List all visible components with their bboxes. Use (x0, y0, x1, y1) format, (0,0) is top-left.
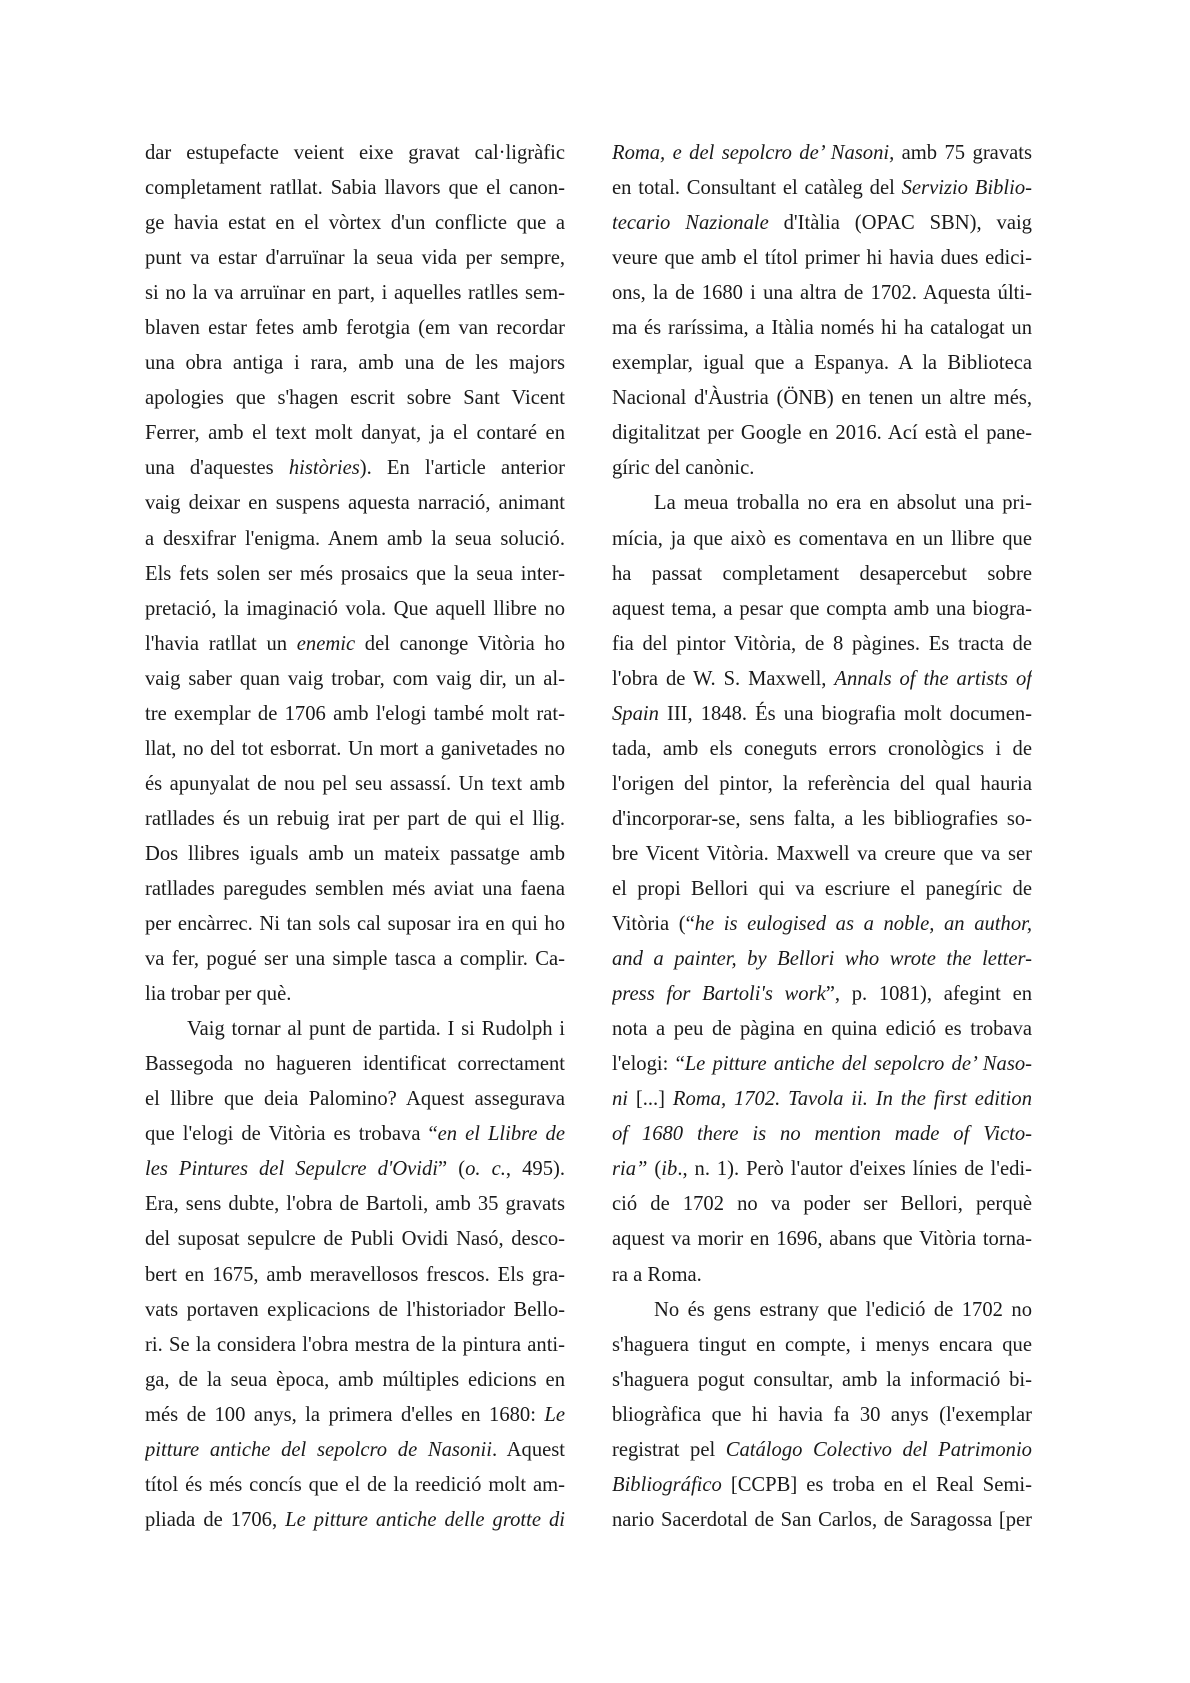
text-run: per encàrrec. Ni tan sols cal suposar ira en qui ho (145, 913, 565, 936)
italic-text: ib (661, 1158, 678, 1181)
text-line (612, 136, 1032, 171)
text-run: una d'aquestes (145, 457, 289, 480)
text-line (145, 1503, 565, 1538)
text-run: registrat pel (612, 1438, 726, 1461)
text-line (145, 276, 565, 311)
text-run: l'havia ratllat un (145, 632, 297, 655)
text-line (145, 1433, 565, 1468)
text-line (145, 1187, 565, 1222)
text-line (145, 486, 565, 521)
italic-text: Roma, 1702. Tavola ii. In the first edition (672, 1088, 1032, 1111)
text-line (145, 1398, 565, 1433)
text-run: bert en 1675, amb meravellosos frescos. Els gra- (145, 1263, 565, 1286)
text-run: vaig saber quan vaig trobar, com vaig dir, un al- (145, 667, 565, 690)
text-line (145, 627, 565, 662)
text-line (612, 767, 1032, 802)
text-run: digitalitzat per Google en 2016. Ací està el pane- (612, 422, 1032, 445)
text-run: ). En l'article anterior (359, 457, 565, 480)
italic-text: Le pitture antiche delle grotte di (285, 1508, 565, 1531)
text-run: ( (647, 1158, 662, 1181)
text-run: més de 100 anys, la primera d'elles en 1680: (145, 1403, 545, 1426)
text-run: si no la va arruïnar en part, i aquelles ratlles sem- (145, 282, 565, 305)
text-line (145, 592, 565, 627)
text-run: Vaig tornar al punt de partida. I si Rudolph i (187, 1018, 565, 1041)
text-line (612, 837, 1032, 872)
italic-text: les Pintures del Sepulcre d'Ovidi (145, 1158, 439, 1181)
text-run: ratllades paregudes semblen més aviat una faena (145, 877, 565, 900)
text-line (612, 276, 1032, 311)
text-line (612, 732, 1032, 767)
text-line (612, 381, 1032, 416)
text-line (145, 732, 565, 767)
text-run: títol és més concís que el de la reedició molt am- (145, 1473, 565, 1496)
text-run: Nacional d'Àustria (ÖNB) en tenen un altre més, (612, 387, 1032, 410)
text-run: ratllades és un rebuig irat per part de qui el llig. (145, 807, 565, 830)
text-run: dar estupefacte veient eixe gravat cal·ligràfic (145, 142, 565, 164)
text-line (612, 662, 1032, 697)
text-line (612, 241, 1032, 276)
text-line (612, 802, 1032, 837)
text-run: ri. Se la considera l'obra mestra de la pintura anti- (145, 1333, 565, 1356)
text-run: pliada de 1706, (145, 1508, 286, 1531)
text-line (145, 206, 565, 241)
italic-text: Annals of the artists of (834, 667, 1032, 690)
italic-text: Catálogo Colectivo del Patrimonio (725, 1438, 1032, 1461)
text-line (612, 1012, 1032, 1047)
text-line (145, 381, 565, 416)
text-line (612, 592, 1032, 627)
text-line (612, 206, 1032, 241)
text-line (612, 1433, 1032, 1468)
text-line (612, 346, 1032, 381)
text-line (612, 1152, 1032, 1187)
text-line (145, 802, 565, 837)
text-run: l'obra de W. S. Maxwell, (612, 667, 835, 690)
text-line (145, 1468, 565, 1503)
italic-text: Roma, e del sepolcro de’ Nasoni, (612, 142, 895, 164)
text-line (612, 1258, 1032, 1293)
italic-text: Bibliográfico (612, 1473, 722, 1496)
text-run: d'incorporar-se, sens falta, a les bibliografies so- (612, 807, 1032, 830)
text-line (145, 1222, 565, 1257)
text-line (145, 136, 565, 171)
italic-text: and a painter, by Bellori who wrote the letter- (612, 948, 1032, 971)
italic-text: ni (612, 1088, 629, 1111)
text-run: punt va estar d'arruïnar la seua vida per sempre, (145, 247, 565, 270)
text-line (145, 171, 565, 206)
text-run: del canonge Vitòria ho (355, 632, 565, 655)
left-column (145, 136, 565, 1538)
text-line (612, 907, 1032, 942)
text-run: vaig deixar en suspens aquesta narració, animant (145, 492, 565, 515)
text-run: , 495). (505, 1158, 565, 1181)
italic-text: ria” (612, 1158, 648, 1181)
text-line (145, 1293, 565, 1328)
italic-text: Le (544, 1403, 565, 1426)
text-line (145, 1082, 565, 1117)
text-run: No és gens estrany que l'edició de 1702 no (654, 1298, 1032, 1321)
text-line (145, 241, 565, 276)
text-line (612, 1187, 1032, 1222)
text-line (612, 1222, 1032, 1257)
italic-text: o. c. (465, 1158, 506, 1181)
text-run: gíric del canònic. (612, 457, 755, 480)
text-run: ge havia estat en el vòrtex d'un conflicte que a (145, 212, 565, 235)
text-run: fia del pintor Vitòria, de 8 pàgines. Es tracta de (612, 632, 1032, 655)
text-run: d'Itàlia (OPAC SBN), vaig (768, 212, 1032, 235)
italic-text: Le pitture antiche del sepolcro de’ Naso- (684, 1053, 1032, 1076)
text-run: llat, no del tot esborrat. Un mort a ganivetades no (145, 737, 565, 760)
text-run: ra a Roma. (612, 1263, 702, 1286)
text-line (145, 311, 565, 346)
text-line (612, 1363, 1032, 1398)
text-run: exemplar, igual que a Espanya. A la Biblioteca (612, 352, 1032, 375)
text-run: ” ( (438, 1158, 466, 1181)
text-run: a desxifrar l'enigma. Anem amb la seua solució. (145, 527, 565, 550)
text-line (612, 522, 1032, 557)
text-run: l'elogi: “ (612, 1053, 685, 1076)
text-line (145, 1117, 565, 1152)
text-run: Vitòria (“ (612, 913, 695, 936)
italic-text: press for Bartoli's work (612, 983, 826, 1006)
text-run: en total. Consultant el catàleg del (612, 177, 902, 200)
text-run: La meua troballa no era en absolut una pri- (654, 492, 1032, 515)
italic-text: històries (288, 457, 360, 480)
text-line (612, 977, 1032, 1012)
text-run: nario Sacerdotal de San Carlos, de Saragossa [per (612, 1508, 1032, 1531)
italic-text: of 1680 there is no mention made of Victo- (612, 1123, 1032, 1146)
text-run: . Aquest (491, 1438, 565, 1461)
text-run: blaven estar fetes amb ferotgia (em van recordar (145, 317, 565, 340)
text-line (145, 1012, 565, 1047)
text-line (612, 416, 1032, 451)
text-run: ció de 1702 no va poder ser Bellori, perquè (612, 1193, 1032, 1216)
text-run: Bassegoda no hagueren identificat correctament (145, 1053, 565, 1076)
text-run: Era, sens dubte, l'obra de Bartoli, amb 35 gravats (145, 1193, 565, 1216)
text-line (612, 557, 1032, 592)
italic-text: tecario Nazionale (612, 212, 769, 235)
italic-text: en el Llibre de (437, 1123, 565, 1146)
text-run: el propi Bellori qui va escriure el panegíric de (612, 877, 1032, 900)
text-line (145, 872, 565, 907)
text-run: nota a peu de pàgina en quina edició es trobava (612, 1018, 1032, 1041)
text-line (145, 1328, 565, 1363)
text-run: tada, amb els coneguts errors cronològics i de (612, 737, 1032, 760)
text-line (145, 942, 565, 977)
text-run: Ferrer, amb el text molt danyat, ja el contaré en (145, 422, 565, 445)
italic-text: pitture antiche del sepolcro de Nasonii (145, 1438, 492, 1461)
text-run: tre exemplar de 1706 amb l'elogi també molt rat- (145, 702, 565, 725)
text-run: apologies que s'hagen escrit sobre Sant Vicent (145, 387, 565, 410)
text-run: que l'elogi de Vitòria es trobava “ (145, 1123, 438, 1146)
text-line (612, 171, 1032, 206)
text-line (612, 1503, 1032, 1538)
text-line (612, 451, 1032, 486)
text-line (612, 942, 1032, 977)
text-run: va fer, pogué ser una simple tasca a complir. Ca- (145, 948, 565, 971)
text-run: el llibre que deia Palomino? Aquest assegurava (145, 1088, 565, 1111)
text-run: ”, p. 1081), afegint en (825, 983, 1032, 1006)
italic-text: he is eulogised as a noble, an author, (694, 913, 1032, 936)
text-line (145, 451, 565, 486)
text-run: del suposat sepulcre de Publi Ovidi Nasó, desco- (145, 1228, 565, 1251)
text-line (145, 557, 565, 592)
text-run: amb 75 gravats (894, 142, 1032, 164)
text-line (145, 767, 565, 802)
italic-text: Servizio Biblio- (901, 177, 1032, 200)
text-line (145, 662, 565, 697)
right-column (612, 136, 1032, 1538)
text-line (145, 1047, 565, 1082)
text-line (145, 522, 565, 557)
text-run: una obra antiga i rara, amb una de les majors (145, 352, 565, 375)
text-line (145, 1152, 565, 1187)
text-line (612, 1398, 1032, 1433)
text-line (612, 697, 1032, 732)
text-line (612, 872, 1032, 907)
text-run: Els fets solen ser més prosaics que la seua inter- (145, 562, 565, 585)
text-run: aquest va morir en 1696, abans que Vitòria torna- (612, 1228, 1032, 1251)
text-line (145, 1363, 565, 1398)
text-run: ga, de la seua època, amb múltiples edicions en (145, 1368, 565, 1391)
text-line (145, 1258, 565, 1293)
text-line (145, 977, 565, 1012)
text-run: mícia, ja que això es comentava en un llibre que (612, 527, 1032, 550)
text-run: vats portaven explicacions de l'historiador Bello- (145, 1298, 565, 1321)
text-line (612, 1468, 1032, 1503)
italic-text: enemic (296, 632, 356, 655)
text-run: lia trobar per què. (145, 983, 292, 1006)
text-line (145, 907, 565, 942)
text-run: completament ratllat. Sabia llavors que el canon- (145, 177, 565, 200)
text-line (145, 416, 565, 451)
text-line (612, 486, 1032, 521)
text-line (612, 1293, 1032, 1328)
text-run: ., n. 1). Però l'autor d'eixes línies de l'edi- (677, 1158, 1032, 1181)
text-line (612, 311, 1032, 346)
text-run: s'haguera tingut en compte, i menys encara que (612, 1333, 1032, 1356)
text-run: ha passat completament desapercebut sobre (612, 562, 1032, 585)
text-run: ma és raríssima, a Itàlia només hi ha catalogat un (612, 317, 1032, 340)
text-run: III, 1848. És una biografia molt documen- (658, 702, 1032, 725)
text-run: pretació, la imaginació vola. Que aquell llibre no (145, 597, 565, 620)
text-run: veure que amb el títol primer hi havia dues edici- (612, 247, 1032, 270)
text-run: s'haguera pogut consultar, amb la informació bi- (612, 1368, 1032, 1391)
text-run: és apunyalat de nou pel seu assassí. Un text amb (145, 772, 565, 795)
text-run: bliogràfica que hi havia fa 30 anys (l'exemplar (612, 1403, 1032, 1426)
text-run: Dos llibres iguals amb un mateix passatge amb (145, 842, 565, 865)
italic-text: Spain (612, 702, 659, 725)
text-run: l'origen del pintor, la referència del qual hauria (612, 772, 1032, 795)
text-line (612, 1082, 1032, 1117)
text-line (612, 1047, 1032, 1082)
text-run: ons, la de 1680 i una altra de 1702. Aquesta últi- (612, 282, 1032, 305)
text-line (612, 1328, 1032, 1363)
text-run: [...] (628, 1088, 673, 1111)
text-line (145, 346, 565, 381)
text-run: [CCPB] es troba en el Real Semi- (721, 1473, 1032, 1496)
text-run: bre Vicent Vitòria. Maxwell va creure que va ser (612, 842, 1032, 865)
text-run: aquest tema, a pesar que compta amb una biogra- (612, 597, 1032, 620)
text-line (145, 837, 565, 872)
text-line (612, 627, 1032, 662)
text-line (612, 1117, 1032, 1152)
text-line (145, 697, 565, 732)
